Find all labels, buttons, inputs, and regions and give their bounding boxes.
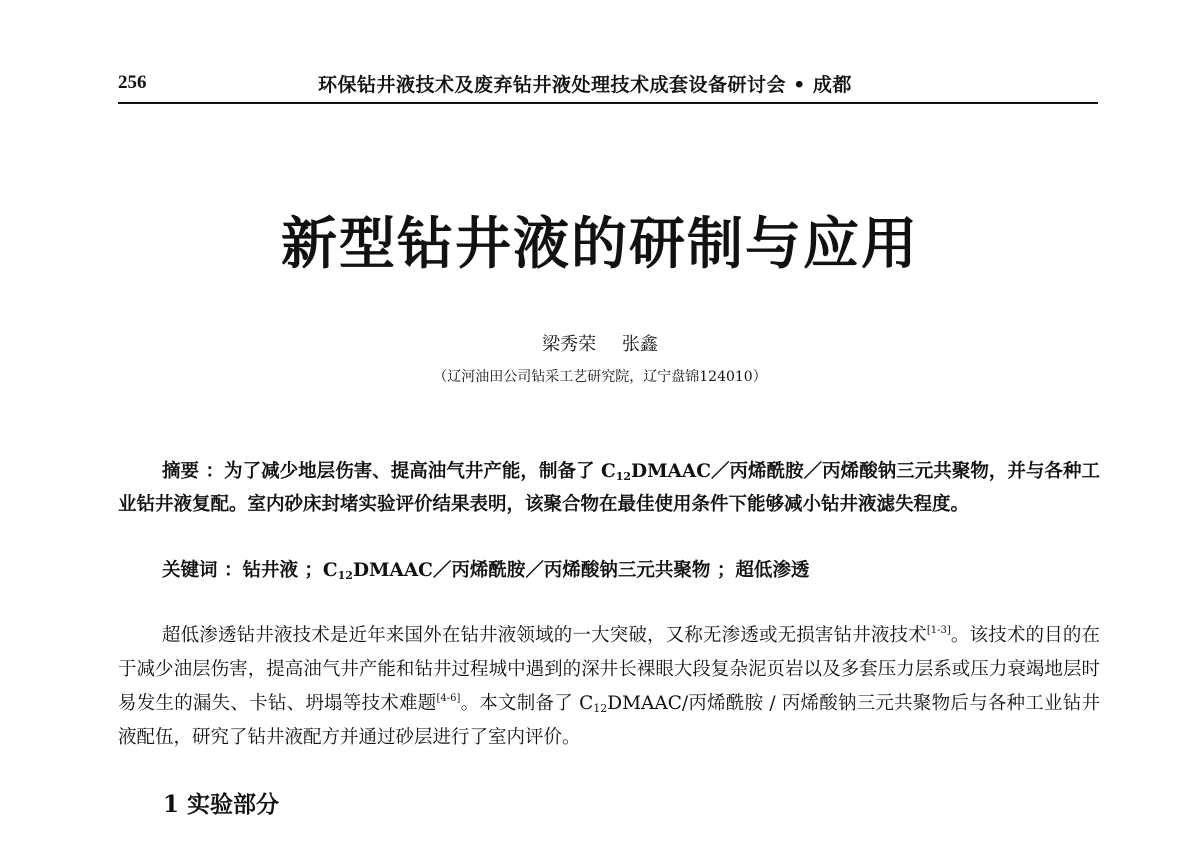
keywords-text: 钻井液 ；C bbox=[242, 560, 338, 581]
author: 梁秀荣 bbox=[542, 334, 597, 355]
subscript: 12 bbox=[593, 702, 608, 715]
body-text: 。该技术的目的在于减少油层伤害，提高油气井产能和钻井过程城中遇到的深井长裸眼大段复杂泥页岩以及多套压力层系或压力衰竭地层时易发生的漏失、卡钻、坍塌等技术难题 bbox=[118, 625, 1100, 714]
keywords bbox=[118, 556, 1100, 582]
citation: [1-3] bbox=[926, 625, 951, 636]
body-text: DMAAC/丙烯酰胺 / 丙烯酸钠三元共聚物后与各种工业钻井液配伍，研究了钻井液配方并通过砂层进行了室内评价。 bbox=[118, 693, 1100, 748]
citation: [4-6] bbox=[436, 693, 461, 704]
author-list bbox=[0, 330, 1200, 356]
abstract bbox=[118, 455, 1100, 521]
page-header bbox=[118, 66, 1098, 104]
running-head: 环保钻井液技术及废弃钻井液处理技术成套设备研讨会 • 成都 bbox=[318, 74, 852, 96]
keywords-label: 关键词 ： bbox=[162, 560, 243, 581]
body-paragraph bbox=[118, 619, 1100, 755]
affiliation: （辽河油田公司钻采工艺研究院，辽宁盘锦124010） bbox=[433, 369, 767, 385]
keywords-text: DMAAC／丙烯酰胺／丙烯酸钠三元共聚物 ；超低渗透 bbox=[352, 560, 810, 581]
page-number: 256 bbox=[118, 72, 147, 93]
subscript: 12 bbox=[337, 569, 353, 582]
abstract-text: 为了减少地层伤害、提高油气井产能，制备了 C bbox=[224, 461, 616, 482]
body-text: 超低渗透钻井液技术是近年来国外在钻井液领域的一大突破，又称无渗透或无损害钻井液技术 bbox=[162, 625, 927, 646]
paper-title: 新型钻井液的研制与应用 bbox=[281, 212, 919, 277]
abstract-text: DMAAC／丙烯酰胺／丙烯酸钠三元共聚物，并与各种工业钻井液复配。室内砂床封堵实验评价结果表明，该聚合物在最佳使用条件下能够减小钻井液滤失程度。 bbox=[118, 461, 1100, 515]
abstract-label: 摘要 ： bbox=[162, 461, 225, 482]
subscript: 12 bbox=[615, 470, 632, 483]
author: 张鑫 bbox=[621, 334, 658, 355]
body-text: 。本文制备了 C bbox=[460, 693, 594, 714]
section-heading: 1 实验部分 bbox=[163, 791, 280, 818]
